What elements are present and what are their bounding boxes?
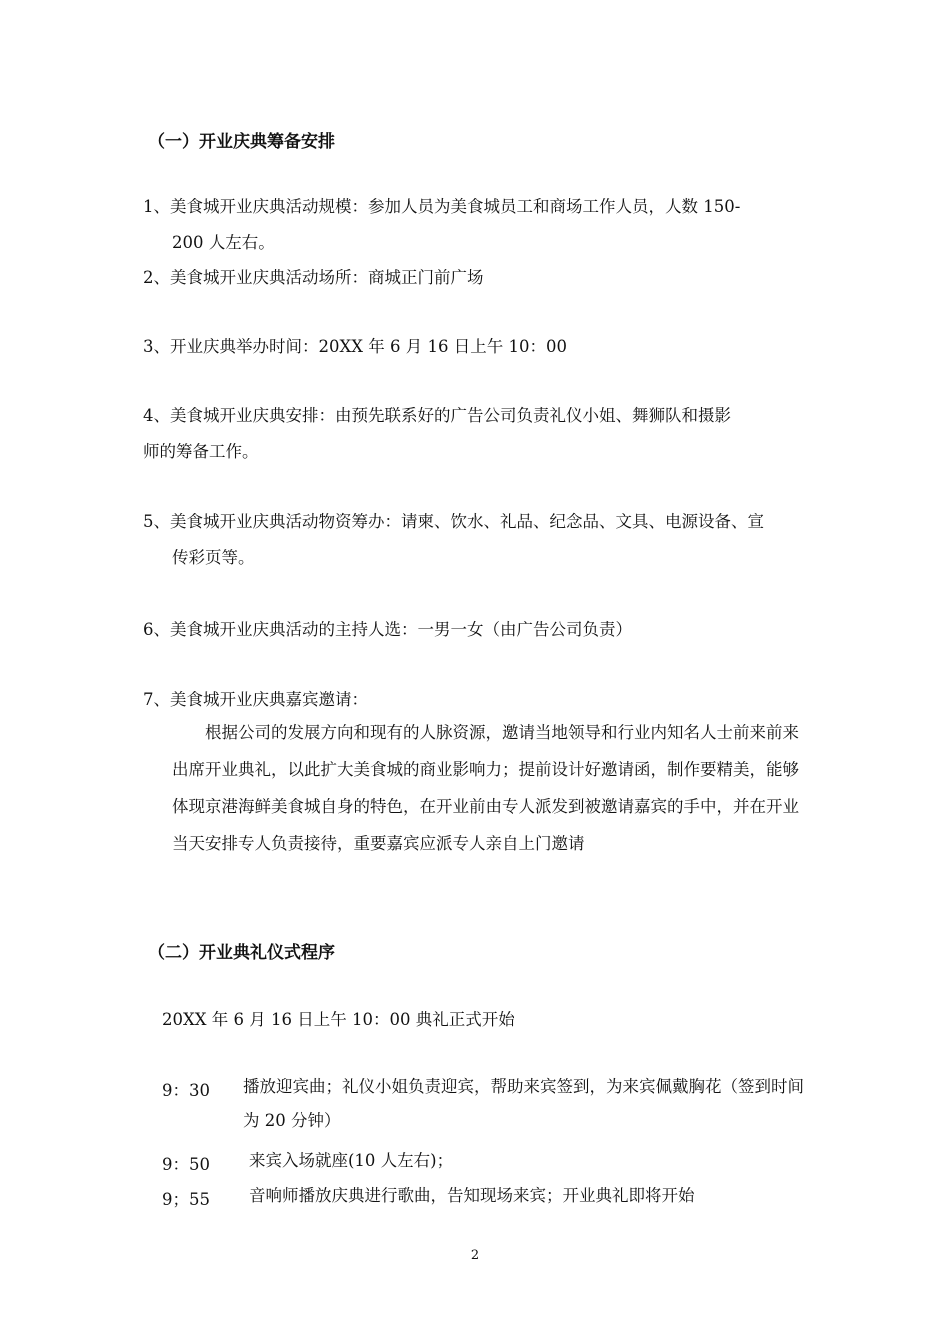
item-4-line2: 师的筹备工作。 bbox=[143, 442, 259, 461]
schedule-text-1-content: 播放迎宾曲；礼仪小姐负责迎宾，帮助来宾签到，为来宾佩戴胸花（签到时间为 20 分钟） bbox=[243, 1077, 804, 1130]
item-1-line1: 1、美食城开业庆典活动规模：参加人员为美食城员工和商场工作人员，人数 150- bbox=[143, 197, 741, 216]
section2-title: （二）开业典礼仪式程序 bbox=[148, 943, 335, 963]
item-5-line1: 5、美食城开业庆典活动物资筹办：请柬、饮水、礼品、纪念品、文具、电源设备、宣 bbox=[143, 512, 764, 531]
item-2 bbox=[143, 260, 813, 296]
item-5-line2: 传彩页等。 bbox=[172, 548, 255, 567]
item-4-line1: 4、美食城开业庆典安排：由预先联系好的广告公司负责礼仪小姐、舞狮队和摄影 bbox=[143, 406, 731, 425]
schedule-text-3: 音响师播放庆典进行歌曲，告知现场来宾；开业典礼即将开始 bbox=[249, 1186, 695, 1205]
item-1 bbox=[143, 189, 813, 261]
item-5 bbox=[143, 504, 813, 576]
section1-title: （一）开业庆典筹备安排 bbox=[148, 132, 335, 152]
schedule-text-1 bbox=[243, 1070, 813, 1138]
schedule-time-2: 9：50 bbox=[162, 1155, 210, 1174]
item-1-line2: 200 人左右。 bbox=[172, 233, 275, 252]
item-6-line1: 6、美食城开业庆典活动的主持人选：一男一女（由广告公司负责） bbox=[143, 620, 632, 639]
item-3-line1: 3、开业庆典举办时间：20XX 年 6 月 16 日上午 10：00 bbox=[143, 337, 567, 356]
item-6 bbox=[143, 612, 813, 648]
item-7-line1: 7、美食城开业庆典嘉宾邀请： bbox=[143, 690, 368, 709]
schedule-time-3: 9；55 bbox=[162, 1190, 210, 1209]
page-number: 2 bbox=[470, 1248, 480, 1263]
invite-body: 根据公司的发展方向和现有的人脉资源，邀请当地领导和行业内知名人士前来前来出席开业典礼，以此扩大美食城的商业影响力；提前设计好邀请函，制作要精美，能够体现京港海鲜美食城自身的特色，在开业前由专人派发到被邀请嘉宾的手中，并在开业当天安排专人负责接待，重要嘉宾应派专人亲自上门邀请 bbox=[172, 723, 799, 853]
schedule-time-1: 9：30 bbox=[162, 1081, 210, 1100]
item-2-line1: 2、美食城开业庆典活动场所：商城正门前广场 bbox=[143, 268, 484, 287]
item-7 bbox=[143, 682, 813, 718]
item-3 bbox=[143, 329, 813, 365]
schedule-text-2: 来宾入场就座(10 人左右)； bbox=[249, 1151, 454, 1170]
item-4 bbox=[143, 398, 813, 470]
ceremony-start-line: 20XX 年 6 月 16 日上午 10：00 典礼正式开始 bbox=[162, 1010, 515, 1029]
